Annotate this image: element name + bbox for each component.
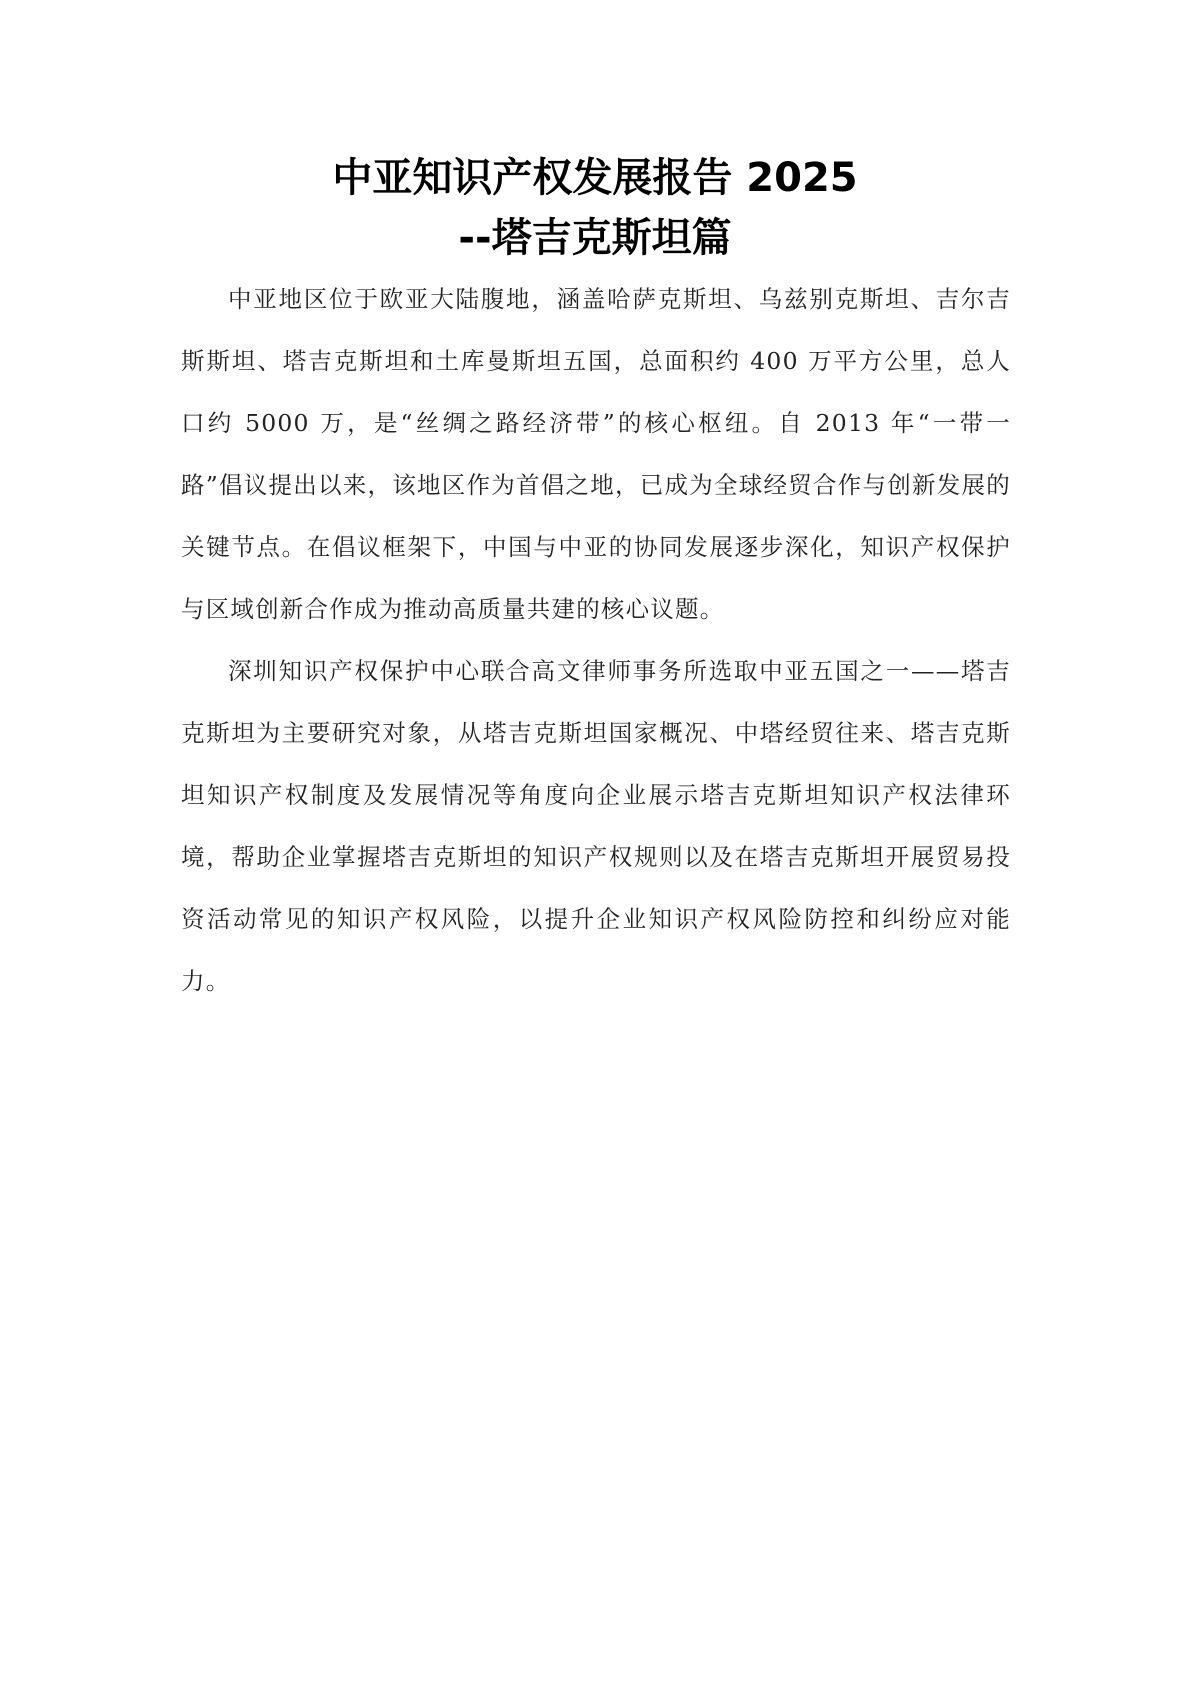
document-body [181, 268, 1011, 1012]
paragraph-purpose: 深圳知识产权保护中心联合高文律师事务所选取中亚五国之一——塔吉克斯坦为主要研究对象，从塔吉克斯坦国家概况、中塔经贸往来、塔吉克斯坦知识产权制度及发展情况等角度向企业展示塔吉克斯坦知识产权法律环境，帮助企业掌握塔吉克斯坦的知识产权规则以及在塔吉克斯坦开展贸易投资活动常见的知识产权风险，以提升企业知识产权风险防控和纠纷应对能力。 [181, 657, 1011, 995]
paragraph-intro: 中亚地区位于欧亚大陆腹地，涵盖哈萨克斯坦、乌兹别克斯坦、吉尔吉斯斯坦、塔吉克斯坦和土库曼斯坦五国，总面积约 400 万平方公里，总人口约 5000 万，是“丝绸之路经济带”的核心枢纽。自 2013 年“一带一路”倡议提出以来，该地区作为首倡之地，已成为全球经贸合作与创新发展的关键节点。在倡议框架下，中国与中亚的协同发展逐步深化，知识产权保护与区域创新合作成为推动高质量共建的核心议题。 [181, 285, 1011, 623]
page-title [0, 148, 1190, 268]
title-line-sub: --塔吉克斯坦篇 [458, 215, 732, 261]
title-line-main: 中亚知识产权发展报告 2025 [332, 155, 858, 201]
